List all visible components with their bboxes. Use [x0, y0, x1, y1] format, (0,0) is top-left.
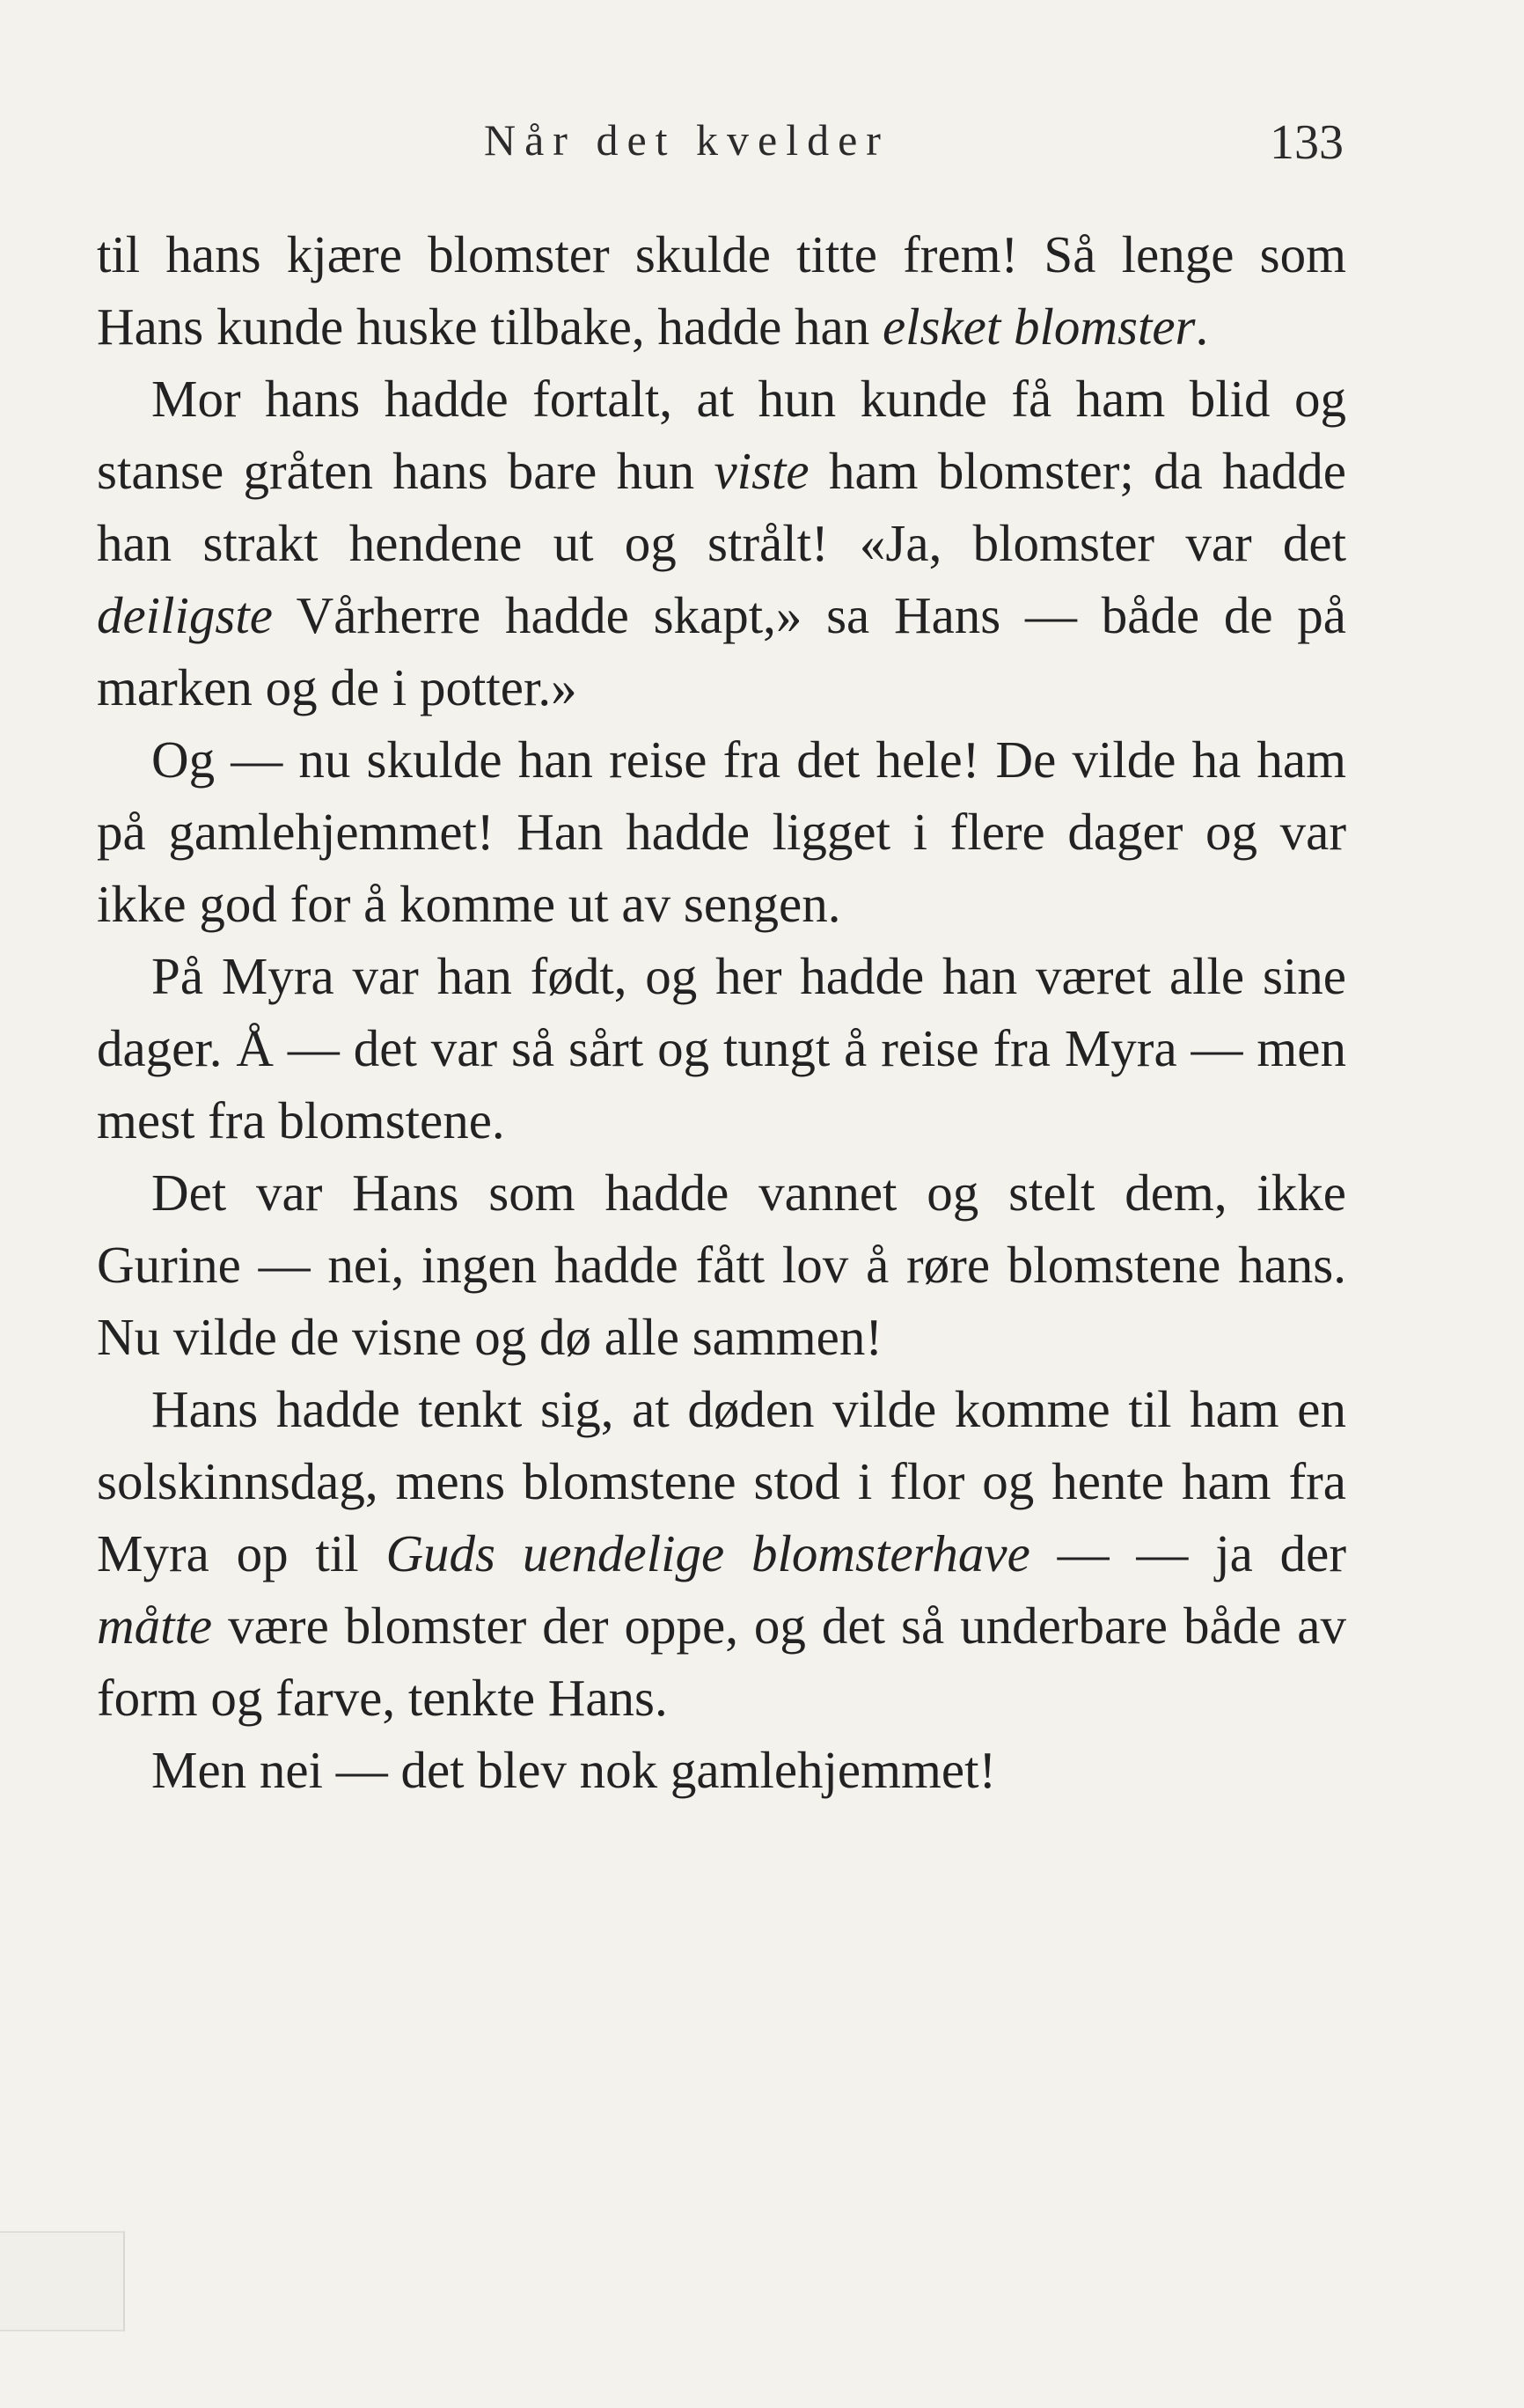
running-title: Når det kvelder	[484, 115, 890, 165]
text-segment: ham blomster; da hadde han strakt hendene ut og strålt! «Ja, blomster var det	[97, 442, 1346, 572]
italic-segment: Guds uendelige blomsterhave	[385, 1524, 1030, 1582]
paragraph-4	[97, 940, 1346, 1156]
text-segment: Hans hadde tenkt sig, at døden vilde komme til ham en solskinnsdag, mens blomstene stod i flor og hente ham fra Myra op til	[97, 1380, 1346, 1582]
text-segment: Mor hans hadde fortalt, at hun kunde få ham blid og stanse gråten hans bare hun	[97, 370, 1346, 500]
page-number: 133	[1270, 115, 1344, 170]
text-segment: På Myra var han født, og her hadde han været alle sine dager. Å — det var så sårt og tungt å reise fra Myra — men mest fra blomstene.	[97, 947, 1346, 1149]
paragraph-7	[97, 1734, 1346, 1806]
text-segment: Vårherre hadde skapt,» sa Hans — både de på marken og de i potter.»	[97, 586, 1346, 716]
text-segment: Og — nu skulde han reise fra det hele! De vilde ha ham på gamlehjemmet! Han hadde ligget i flere dager og var ikke god for å komme ut av sengen.	[97, 730, 1346, 933]
paragraph-3	[97, 723, 1346, 940]
text-segment: Men nei — det blev nok gamlehjemmet!	[151, 1741, 997, 1799]
italic-segment: elsket blomster	[882, 297, 1196, 356]
italic-segment: viste	[714, 442, 810, 500]
text-segment: .	[1195, 297, 1209, 356]
body-text	[97, 218, 1346, 1806]
paragraph-6	[97, 1373, 1346, 1734]
text-segment: til hans kjære blomster skulde titte frem! Så lenge som Hans kunde huske tilbake, hadde han	[97, 225, 1346, 356]
paragraph-2	[97, 363, 1346, 723]
text-segment: — — ja der	[1029, 1524, 1346, 1582]
italic-segment: måtte	[97, 1597, 213, 1655]
page-edge-mark	[0, 2231, 125, 2331]
text-segment: Det var Hans som hadde vannet og stelt dem, ikke Gurine — nei, ingen hadde fått lov å røre blomstene hans. Nu vilde de visne og dø alle sammen!	[97, 1164, 1346, 1366]
paragraph-5	[97, 1156, 1346, 1373]
text-segment: være blomster der oppe, og det så underbare både av form og farve, tenkte Hans.	[97, 1597, 1346, 1727]
paragraph-1	[97, 218, 1346, 363]
italic-segment: deiligste	[97, 586, 273, 644]
